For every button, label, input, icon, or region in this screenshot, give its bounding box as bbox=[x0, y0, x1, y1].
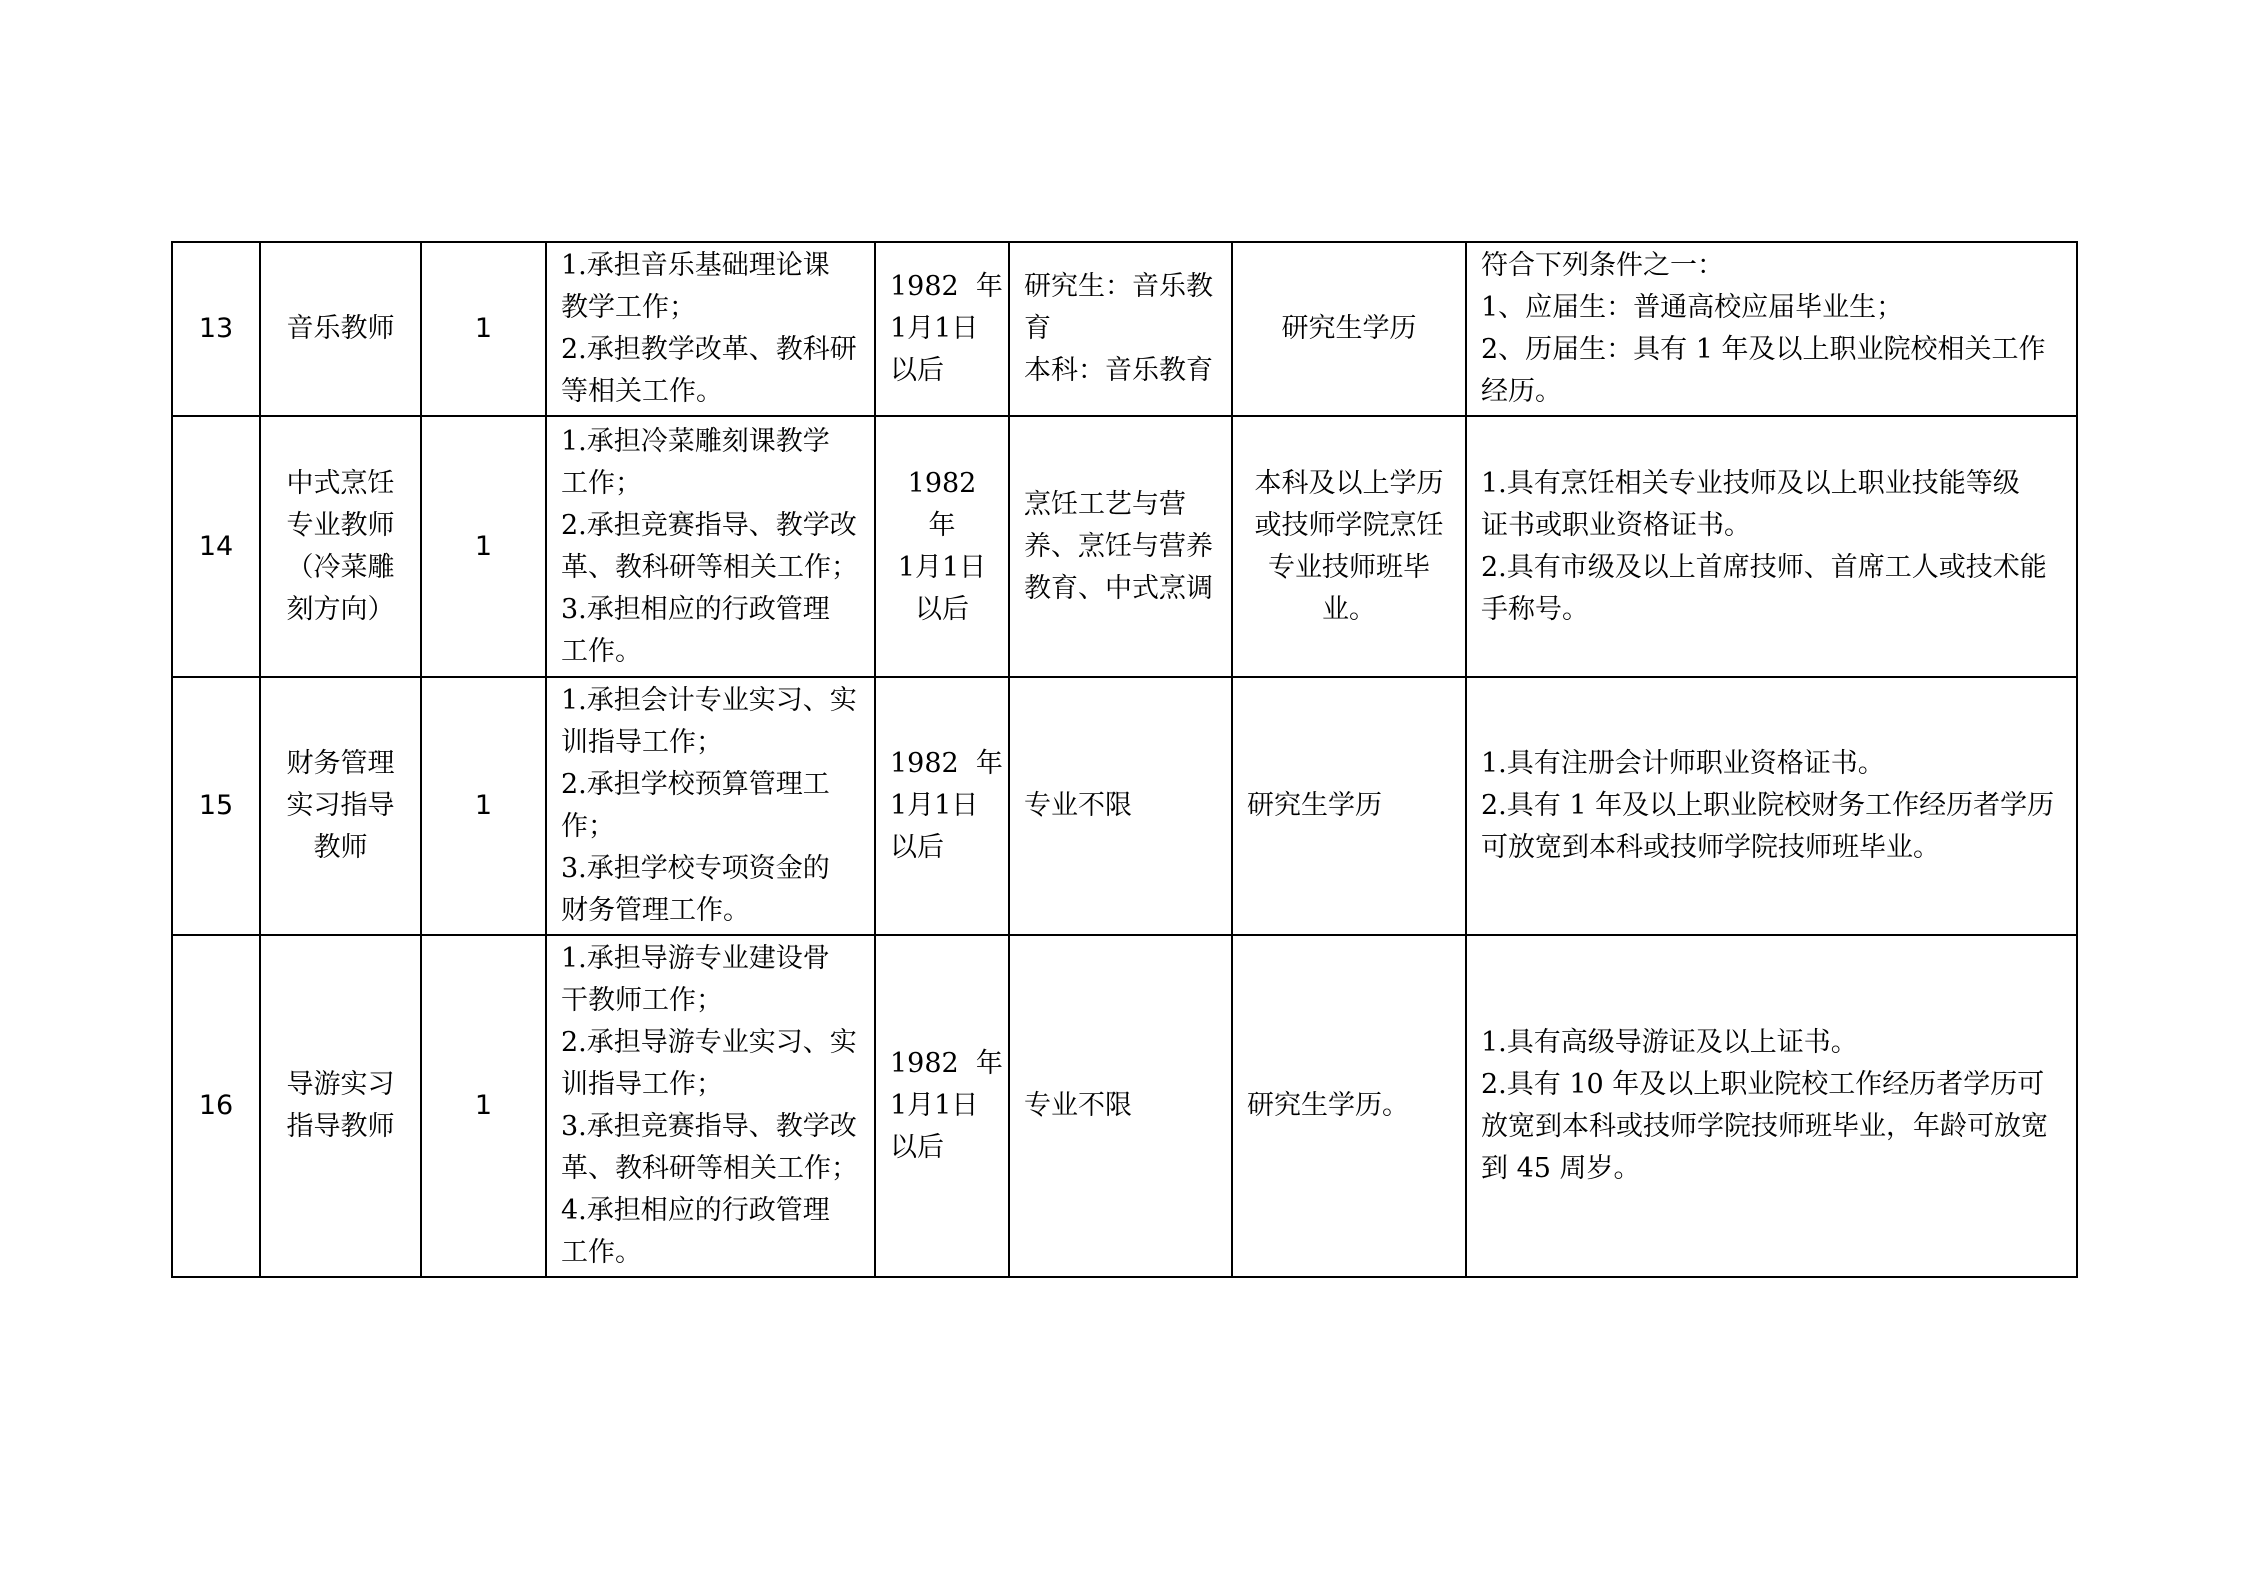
post-duties: 1.承担冷菜雕刻课教学 工作； 2.承担竞赛指导、教学改 革、教科研等相关工作； 3.承担相应的行政管理 工作。 bbox=[546, 416, 875, 677]
other-requirements: 符合下列条件之一： 1、应届生：普通高校应届毕业生； 2、历届生：具有 1 年及以上职业院校相关工作 经历。 bbox=[1466, 242, 2077, 416]
birth-requirement: 1982 年 1月1日 以后 bbox=[875, 242, 1009, 416]
row-number: 13 bbox=[172, 242, 260, 416]
other-requirements: 1.具有高级导游证及以上证书。 2.具有 10 年及以上职业院校工作经历者学历可 放宽到本科或技师学院技师班毕业，年龄可放宽 到 45 周岁。 bbox=[1466, 935, 2077, 1277]
birth-requirement: 1982 年 1月1日 以后 bbox=[875, 677, 1009, 935]
other-requirements: 1.具有烹饪相关专业技师及以上职业技能等级 证书或职业资格证书。 2.具有市级及以上首席技师、首席工人或技术能 手称号。 bbox=[1466, 416, 2077, 677]
major-requirement: 烹饪工艺与营 养、烹饪与营养 教育、中式烹调 bbox=[1009, 416, 1232, 677]
post-count: 1 bbox=[421, 677, 546, 935]
post-count: 1 bbox=[421, 242, 546, 416]
table-row bbox=[172, 416, 2077, 677]
recruitment-table bbox=[171, 241, 2078, 1278]
row-number: 15 bbox=[172, 677, 260, 935]
major-requirement: 专业不限 bbox=[1009, 677, 1232, 935]
post-count: 1 bbox=[421, 416, 546, 677]
row-number: 16 bbox=[172, 935, 260, 1277]
table-row bbox=[172, 935, 2077, 1277]
post-duties: 1.承担导游专业建设骨 干教师工作； 2.承担导游专业实习、实 训指导工作； 3.承担竞赛指导、教学改 革、教科研等相关工作； 4.承担相应的行政管理 工作。 bbox=[546, 935, 875, 1277]
other-requirements: 1.具有注册会计师职业资格证书。 2.具有 1 年及以上职业院校财务工作经历者学历 可放宽到本科或技师学院技师班毕业。 bbox=[1466, 677, 2077, 935]
birth-requirement: 1982 年 1月1日 以后 bbox=[875, 935, 1009, 1277]
post-name: 中式烹饪 专业教师 （冷菜雕 刻方向） bbox=[260, 416, 421, 677]
education-requirement: 本科及以上学历 或技师学院烹饪 专业技师班毕 业。 bbox=[1232, 416, 1466, 677]
post-duties: 1.承担会计专业实习、实 训指导工作； 2.承担学校预算管理工 作； 3.承担学校专项资金的 财务管理工作。 bbox=[546, 677, 875, 935]
post-duties: 1.承担音乐基础理论课 教学工作； 2.承担教学改革、教科研 等相关工作。 bbox=[546, 242, 875, 416]
post-name: 音乐教师 bbox=[260, 242, 421, 416]
post-count: 1 bbox=[421, 935, 546, 1277]
table-row bbox=[172, 242, 2077, 416]
education-requirement: 研究生学历 bbox=[1232, 242, 1466, 416]
row-number: 14 bbox=[172, 416, 260, 677]
post-name: 财务管理 实习指导 教师 bbox=[260, 677, 421, 935]
birth-requirement: 1982 年 1月1日 以后 bbox=[875, 416, 1009, 677]
education-requirement: 研究生学历。 bbox=[1232, 935, 1466, 1277]
table-row bbox=[172, 677, 2077, 935]
education-requirement: 研究生学历 bbox=[1232, 677, 1466, 935]
post-name: 导游实习 指导教师 bbox=[260, 935, 421, 1277]
major-requirement: 研究生：音乐教 育 本科：音乐教育 bbox=[1009, 242, 1232, 416]
major-requirement: 专业不限 bbox=[1009, 935, 1232, 1277]
